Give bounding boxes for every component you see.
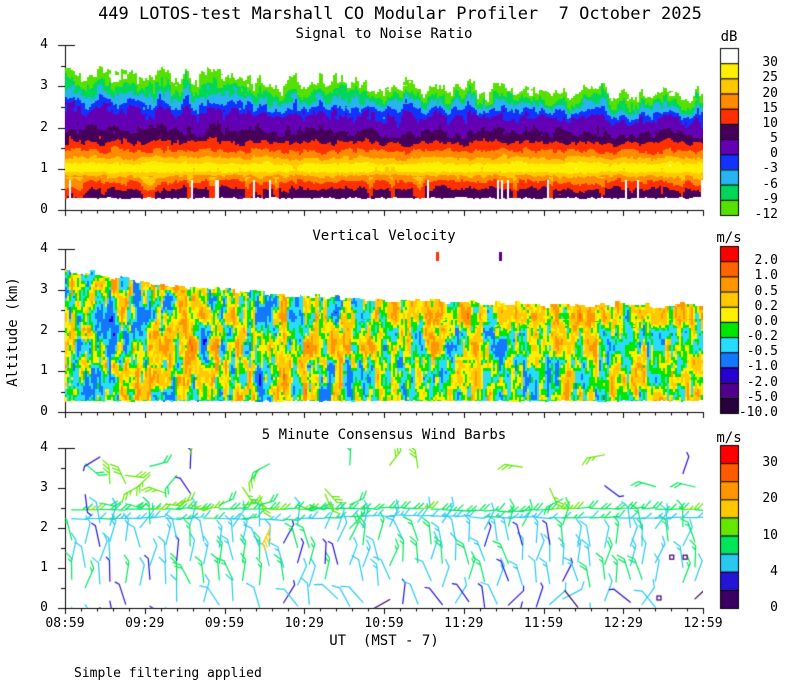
y-tick-label-panel2: 2 — [40, 323, 48, 338]
x-tick-label: 12:59 — [683, 616, 723, 631]
colorbar3-tick-label: 4 — [770, 564, 778, 579]
colorbar1-tick-label: -12 — [754, 207, 778, 222]
colorbar2-tick-label: -0.5 — [746, 344, 778, 359]
colorbar1-tick-label: 10 — [762, 116, 778, 131]
colorbar3-tick-label: 10 — [762, 528, 778, 543]
colorbar2-tick-label: 0.5 — [754, 284, 778, 299]
x-tick-label: 10:59 — [364, 616, 404, 631]
colorbar1-tick-label: 0 — [770, 146, 778, 161]
x-tick-label: 12:29 — [603, 616, 643, 631]
colorbar1-tick-label: -6 — [762, 177, 778, 192]
y-tick-label-panel1: 1 — [40, 161, 48, 176]
colorbar3-tick-label: 0 — [770, 600, 778, 615]
wind-barbs-plot — [65, 448, 703, 608]
colorbar1-tick-label: 30 — [762, 55, 778, 70]
colorbar3-tick-label: 20 — [762, 491, 778, 506]
colorbar2-tick-label: 2.0 — [754, 253, 778, 268]
x-tick-label: 10:29 — [284, 616, 324, 631]
colorbar1-tick-label: -9 — [762, 192, 778, 207]
y-tick-label-panel2: 4 — [40, 241, 48, 256]
y-tick-label-panel2: 0 — [40, 404, 48, 419]
x-tick-label: 08:59 — [45, 616, 85, 631]
y-tick-label-panel3: 1 — [40, 560, 48, 575]
y-tick-label-panel3: 4 — [40, 440, 48, 455]
x-tick-label: 09:59 — [204, 616, 245, 631]
snr-heatmap-plot — [65, 45, 703, 210]
y-tick-label-panel1: 2 — [40, 120, 48, 135]
y-tick-label-panel3: 0 — [40, 600, 48, 615]
colorbar2-tick-label: -0.2 — [746, 329, 778, 344]
x-tick-label: 11:29 — [444, 616, 484, 631]
colorbar3-tick-label: 30 — [762, 455, 778, 470]
colorbar1-tick-label: 15 — [762, 101, 778, 116]
colorbar2-tick-label: 1.0 — [754, 268, 778, 283]
y-tick-label-panel2: 1 — [40, 363, 48, 378]
y-tick-label-panel2: 3 — [40, 282, 48, 297]
y-tick-label-panel1: 4 — [40, 37, 48, 52]
vertical-velocity-heatmap-plot — [65, 249, 703, 412]
x-tick-label: 11:59 — [523, 616, 564, 631]
colorbar1-tick-label: 5 — [770, 131, 778, 146]
colorbar1-tick-label: 25 — [762, 70, 778, 85]
y-tick-label-panel3: 3 — [40, 480, 48, 495]
y-tick-label-panel1: 3 — [40, 78, 48, 93]
colorbar2-tick-label: -10.0 — [738, 405, 778, 420]
colorbar1-tick-label: -3 — [762, 161, 778, 176]
x-tick-label: 09:29 — [125, 616, 165, 631]
colorbar2-tick-label: -1.0 — [746, 359, 778, 374]
colorbar2-tick-label: -5.0 — [746, 390, 778, 405]
y-tick-label-panel1: 0 — [40, 202, 48, 217]
colorbar2-tick-label: -2.0 — [746, 375, 778, 390]
colorbar2-tick-label: 0.0 — [754, 314, 778, 329]
colorbar1-tick-label: 20 — [762, 86, 778, 101]
y-tick-label-panel3: 2 — [40, 520, 48, 535]
colorbar2-tick-label: 0.2 — [754, 299, 778, 314]
